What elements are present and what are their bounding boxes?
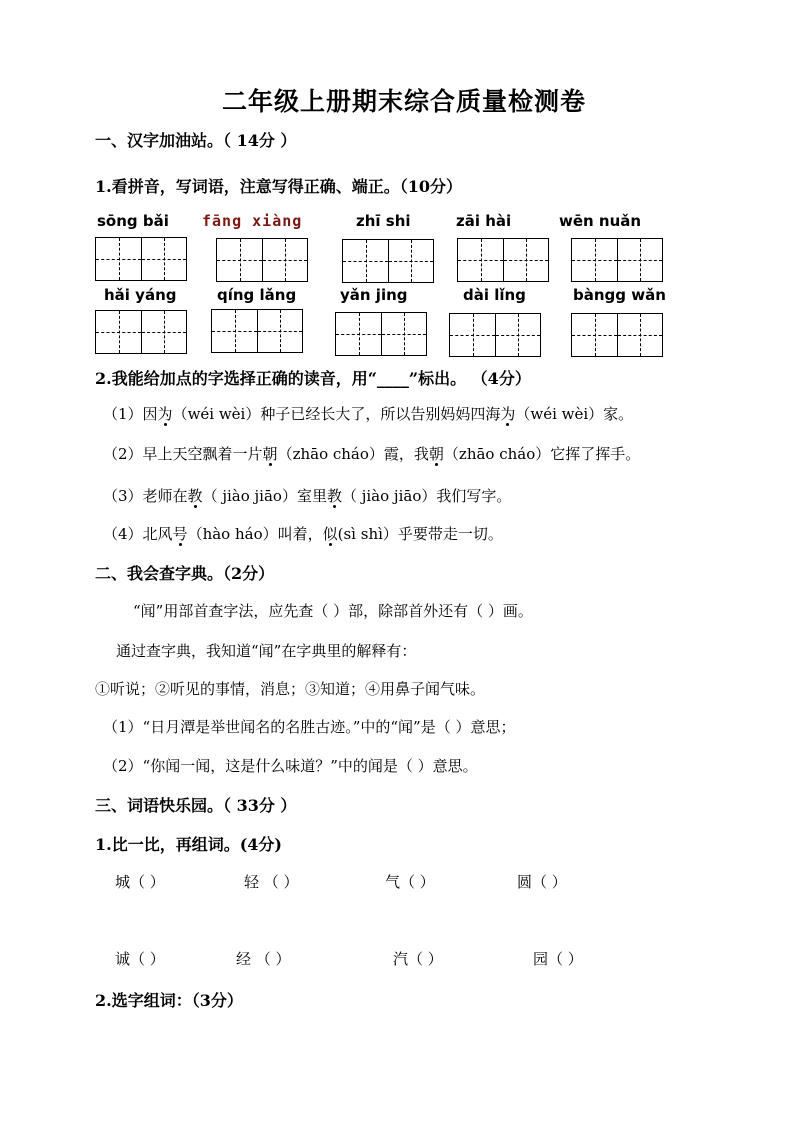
writing-box[interactable] — [342, 239, 434, 283]
compare-item: 诚（ ） — [115, 950, 165, 968]
pinyin-label: zāi hài — [456, 212, 512, 230]
paragraph: “闻”用部首查字法，应先查（ ）部，除部首外还有（ ）画。 — [133, 602, 533, 620]
reading-text: （zhāo cháo）霞，我 — [277, 445, 429, 463]
reading-text: （1）因 — [103, 405, 158, 423]
compare-item: 园（ ） — [533, 950, 583, 968]
reading-item — [103, 443, 640, 464]
pinyin-label: dài lǐng — [463, 286, 526, 304]
reading-text: （3）老师在 — [103, 487, 188, 505]
pinyin-label: qíng lǎng — [217, 286, 297, 304]
section-1-heading: 一、汉字加油站。（ 14分 ） — [95, 131, 297, 150]
compare-item: 经 （ ） — [236, 950, 291, 968]
writing-box[interactable] — [216, 238, 308, 282]
pinyin-label: fāng xiàng — [202, 212, 303, 230]
compare-item: 汽（ ） — [393, 950, 443, 968]
reading-text: （ jiào jiāo）室里 — [202, 487, 327, 505]
writing-box[interactable] — [95, 310, 187, 354]
compare-item: 城（ ） — [115, 873, 165, 891]
section-2-heading: 二、我会查字典。（2分） — [95, 564, 275, 583]
page-title: 二年级上册期末综合质量检测卷 — [222, 87, 587, 116]
reading-text: （hào háo）叫着， — [187, 525, 323, 543]
paragraph: （1）“日月潭是举世闻名的名胜古迹。”中的“闻”是（ ）意思； — [103, 718, 516, 736]
q2-heading: 2.我能给加点的字选择正确的读音，用“____”标出。 （4分） — [95, 369, 531, 388]
compare-item: 圆（ ） — [517, 873, 567, 891]
reading-text: (sì shì）乎要带走一切。 — [337, 525, 503, 543]
reading-text: （4）北风 — [103, 525, 173, 543]
dotted-char: 教 — [187, 487, 203, 505]
writing-box[interactable] — [449, 313, 541, 357]
writing-box[interactable] — [571, 313, 663, 357]
dotted-char: 朝 — [428, 445, 444, 463]
paragraph: （2）“你闻一闻，这是什么味道？”中的闻是（ ）意思。 — [103, 757, 478, 775]
reading-text: （ jiào jiāo）我们写字。 — [341, 487, 512, 505]
pinyin-label: yǎn jing — [340, 286, 408, 304]
s3-q2-heading: 2.选字组词：（3分） — [95, 991, 243, 1010]
pinyin-label: bàngg wǎn — [573, 286, 666, 304]
writing-box[interactable] — [95, 237, 187, 281]
dotted-char: 号 — [172, 525, 188, 543]
writing-box[interactable] — [211, 309, 303, 353]
dotted-char: 似 — [322, 525, 338, 543]
pinyin-label: sōng bǎi — [97, 212, 169, 230]
section-3-heading: 三、词语快乐园。（ 33分 ） — [95, 796, 297, 815]
paragraph: 通过查字典，我知道“闻”在字典里的解释有： — [116, 642, 417, 660]
reading-text: （2）早上天空飘着一片 — [103, 445, 263, 463]
reading-item — [103, 485, 511, 506]
dotted-char: 为 — [157, 405, 173, 423]
pinyin-label: zhī shi — [356, 212, 411, 230]
reading-item — [103, 403, 633, 424]
pinyin-label: wēn nuǎn — [559, 212, 642, 230]
writing-box[interactable] — [335, 312, 427, 356]
compare-item: 气（ ） — [385, 873, 435, 891]
dotted-char: 教 — [326, 487, 342, 505]
writing-box[interactable] — [457, 238, 549, 282]
paragraph: ①听说；②听见的事情，消息；③知道；④用鼻子闻气味。 — [95, 680, 486, 698]
dotted-char: 朝 — [262, 445, 278, 463]
dotted-char: 为 — [500, 405, 516, 423]
reading-text: （zhāo cháo）它挥了挥手。 — [443, 445, 641, 463]
reading-text: （wéi wèi）种子已经长大了，所以告别妈妈四海 — [172, 405, 501, 423]
pinyin-label: hǎi yáng — [104, 286, 177, 304]
s3-q1-heading: 1.比一比，再组词。(4分) — [95, 835, 282, 854]
compare-item: 轻 （ ） — [244, 873, 299, 891]
reading-item — [103, 523, 503, 544]
writing-box[interactable] — [571, 238, 663, 282]
reading-text: （wéi wèi）家。 — [515, 405, 634, 423]
q1-heading: 1.看拼音，写词语，注意写得正确、端正。（10分） — [95, 177, 462, 196]
